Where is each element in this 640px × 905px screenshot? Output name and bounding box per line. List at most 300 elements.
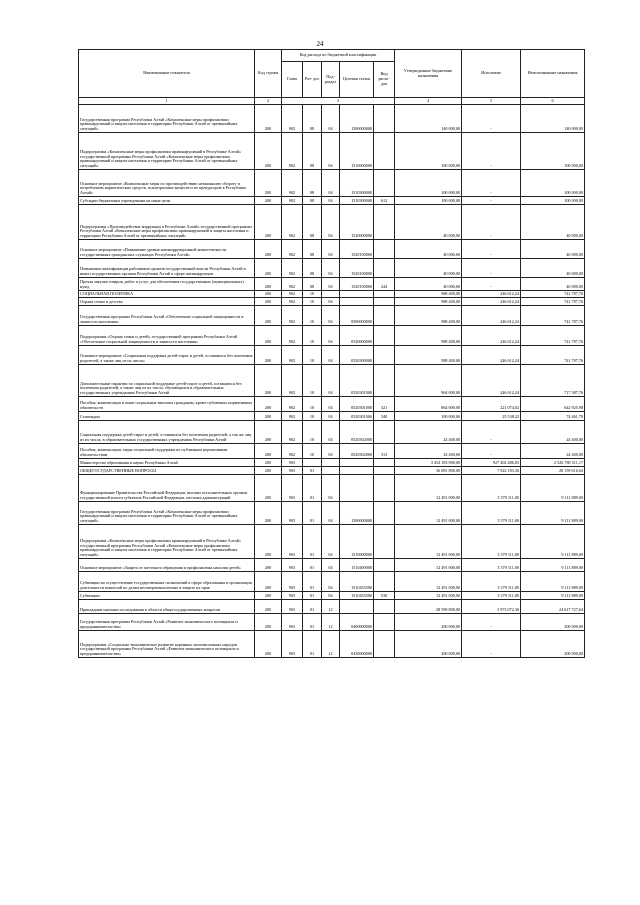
row-razdel: 08 xyxy=(303,133,322,170)
row-target-article: 0520000000 xyxy=(340,326,374,346)
table-header xyxy=(79,50,585,105)
row-podrazdel: 04 xyxy=(322,572,340,592)
row-code: 200 xyxy=(255,614,282,631)
table-row xyxy=(79,412,585,421)
row-target-article xyxy=(340,298,374,306)
row-unexecuted: 2 526 780 511,17 xyxy=(521,459,585,467)
row-unexecuted: 40 000,00 xyxy=(521,205,585,240)
page-number: 24 xyxy=(316,40,324,48)
row-code: 200 xyxy=(255,592,282,600)
row-glava: 903 xyxy=(282,631,303,658)
row-podrazdel: 04 xyxy=(322,346,340,365)
row-podrazdel: 12 xyxy=(322,614,340,631)
row-code: 200 xyxy=(255,170,282,197)
row-name: Государственная программа Республики Алтай «Комплексные меры профилактики правонарушений и защита населения и территории Республики Алтай от чрезвычайных ситуаций» xyxy=(79,502,255,525)
row-glava: 902 xyxy=(282,298,303,306)
row-approved: 12 491 000,00 xyxy=(395,525,462,559)
row-target-article xyxy=(340,600,374,614)
row-glava: 903 xyxy=(282,467,303,475)
header-budget-class: Код расхода по бюджетной классификации xyxy=(282,50,395,62)
table-row xyxy=(79,278,585,291)
row-podrazdel: 04 xyxy=(322,259,340,278)
table-row xyxy=(79,475,585,502)
row-razdel: 01 xyxy=(303,631,322,658)
column-number: 2 xyxy=(255,98,282,105)
row-code: 200 xyxy=(255,412,282,421)
row-approved: 100 000,00 xyxy=(395,412,462,421)
row-name: Основное мероприятие «Защита от жестокого обращения и профилактика насилия детей» xyxy=(79,559,255,572)
row-unexecuted: 40 000,00 xyxy=(521,240,585,259)
row-approved: 24 400,00 xyxy=(395,444,462,459)
row-executed: - xyxy=(462,444,521,459)
table-row xyxy=(79,365,585,397)
row-expense-type xyxy=(374,525,395,559)
row-unexecuted: 24 617 727,64 xyxy=(521,600,585,614)
row-code: 200 xyxy=(255,459,282,467)
row-executed: - xyxy=(462,170,521,197)
row-executed: 3 379 111,00 xyxy=(462,525,521,559)
row-code: 200 xyxy=(255,467,282,475)
row-glava: 903 xyxy=(282,572,303,592)
row-approved: 988 400,00 xyxy=(395,326,462,346)
row-expense-type xyxy=(374,105,395,133)
column-number: 5 xyxy=(462,98,521,105)
table-row xyxy=(79,631,585,658)
row-executed: 246 612,24 xyxy=(462,365,521,397)
row-glava: 902 xyxy=(282,133,303,170)
row-razdel: 10 xyxy=(303,306,322,326)
row-unexecuted: 100 000,00 xyxy=(521,133,585,170)
row-glava: 903 xyxy=(282,600,303,614)
row-razdel: 01 xyxy=(303,467,322,475)
row-code: 200 xyxy=(255,240,282,259)
table-row xyxy=(79,291,585,298)
row-glava: 903 xyxy=(282,614,303,631)
row-approved: 140 000,00 xyxy=(395,105,462,133)
row-unexecuted: 741 787,76 xyxy=(521,291,585,298)
row-razdel: 01 xyxy=(303,559,322,572)
row-razdel: 08 xyxy=(303,240,322,259)
row-podrazdel: 04 xyxy=(322,326,340,346)
row-expense-type xyxy=(374,133,395,170)
row-approved: 12 491 000,00 xyxy=(395,475,462,502)
row-podrazdel: 04 xyxy=(322,278,340,291)
row-code: 200 xyxy=(255,278,282,291)
row-executed: - xyxy=(462,197,521,205)
table-row xyxy=(79,559,585,572)
row-expense-type xyxy=(374,365,395,397)
row-code: 200 xyxy=(255,444,282,459)
row-target-article: 0520301000 xyxy=(340,412,374,421)
row-glava: 902 xyxy=(282,306,303,326)
row-glava: 902 xyxy=(282,197,303,205)
row-podrazdel: 04 xyxy=(322,412,340,421)
row-podrazdel: 04 xyxy=(322,240,340,259)
table-row xyxy=(79,444,585,459)
row-name: Основное мероприятие «Повышение уровня антикоррупционной компетентности государственных гражданских служащих Республики Алтай» xyxy=(79,240,255,259)
row-target-article: 0400000000 xyxy=(340,614,374,631)
row-executed: 25 538,22 xyxy=(462,412,521,421)
row-target-article: 1520100000 xyxy=(340,278,374,291)
row-expense-type: 612 xyxy=(374,197,395,205)
header-vid: Вид расхо- дов xyxy=(374,62,395,98)
table-row xyxy=(79,306,585,326)
row-podrazdel xyxy=(322,459,340,467)
row-unexecuted: 40 000,00 xyxy=(521,259,585,278)
row-razdel: 01 xyxy=(303,572,322,592)
table-row xyxy=(79,397,585,412)
row-expense-type xyxy=(374,502,395,525)
row-unexecuted: 9 111 889,00 xyxy=(521,502,585,525)
row-target-article: 1510000000 xyxy=(340,133,374,170)
header-podrazdel: Под- раздел xyxy=(322,62,340,98)
column-number: 6 xyxy=(521,98,585,105)
row-approved: 200 000,00 xyxy=(395,631,462,658)
row-podrazdel: 04 xyxy=(322,306,340,326)
row-unexecuted: 9 111 889,00 xyxy=(521,559,585,572)
row-expense-type xyxy=(374,346,395,365)
row-executed: - xyxy=(462,259,521,278)
row-code: 200 xyxy=(255,306,282,326)
row-target-article: 0430000000 xyxy=(340,631,374,658)
row-podrazdel: 04 xyxy=(322,525,340,559)
row-podrazdel: 04 xyxy=(322,105,340,133)
row-approved: 40 000,00 xyxy=(395,205,462,240)
header-razdel: Раз- дел xyxy=(303,62,322,98)
row-target-article: 1520100000 xyxy=(340,259,374,278)
row-glava: 902 xyxy=(282,205,303,240)
row-approved: 12 491 000,00 xyxy=(395,592,462,600)
header-unexecuted: Неисполненные назначения xyxy=(521,50,585,98)
row-code: 200 xyxy=(255,105,282,133)
row-razdel: 08 xyxy=(303,205,322,240)
row-name: Стипендии xyxy=(79,412,255,421)
row-executed: 246 612,24 xyxy=(462,306,521,326)
row-razdel: 08 xyxy=(303,105,322,133)
row-name: Подпрограмма «Комплексные меры профилактики правонарушений в Республике Алтай» государственной программы Республики Алтай «Комплексные меры профилактики правонарушений и защита населения и территории Республики Алтай от чрезвычайных ситуаций» xyxy=(79,525,255,559)
row-name: Субсидии бюджетным учреждениям на иные цели xyxy=(79,197,255,205)
row-razdel: 10 xyxy=(303,444,322,459)
row-podrazdel: 04 xyxy=(322,421,340,444)
row-podrazdel: 04 xyxy=(322,197,340,205)
row-executed: - xyxy=(462,105,521,133)
row-podrazdel: 04 xyxy=(322,592,340,600)
header-approved: Утвержденные бюджетные назначения xyxy=(395,50,462,98)
row-razdel: 10 xyxy=(303,421,322,444)
row-approved: 864 000,00 xyxy=(395,397,462,412)
table-row xyxy=(79,502,585,525)
row-name: ОБЩЕГОСУДАРСТВЕННЫЕ ВОПРОСЫ xyxy=(79,467,255,475)
row-razdel: 08 xyxy=(303,278,322,291)
row-code: 200 xyxy=(255,133,282,170)
row-podrazdel xyxy=(322,291,340,298)
table-row xyxy=(79,298,585,306)
row-approved: 200 000,00 xyxy=(395,614,462,631)
row-glava: 902 xyxy=(282,240,303,259)
row-executed: 246 612,24 xyxy=(462,291,521,298)
row-glava: 903 xyxy=(282,459,303,467)
row-approved: 100 000,00 xyxy=(395,133,462,170)
row-unexecuted: 100 000,00 xyxy=(521,197,585,205)
column-number: 1 xyxy=(79,98,255,105)
row-code: 200 xyxy=(255,291,282,298)
row-name: Дополнительные гарантии по социальной поддержке детей-сирот и детей, оставшихся без попечения родителей, а также лиц из их числа, обучающихся в образовательных государственных учреждениях Республики Алтай xyxy=(79,365,255,397)
row-target-article: 1500000000 xyxy=(340,502,374,525)
row-glava: 902 xyxy=(282,278,303,291)
row-unexecuted: 200 000,00 xyxy=(521,631,585,658)
row-razdel: 10 xyxy=(303,326,322,346)
row-target-article: 1520000000 xyxy=(340,205,374,240)
row-approved: 40 000,00 xyxy=(395,240,462,259)
row-expense-type xyxy=(374,467,395,475)
row-podrazdel: 04 xyxy=(322,170,340,197)
row-name: Повышение квалификации работников органов государственной власти Республики Алтай и иных государственных органов Республики Алтай в сфере антикоррупции xyxy=(79,259,255,278)
row-podrazdel: 04 xyxy=(322,559,340,572)
row-approved: 100 000,00 xyxy=(395,170,462,197)
row-expense-type: 340 xyxy=(374,412,395,421)
row-unexecuted: 741 787,76 xyxy=(521,298,585,306)
row-executed: 3 379 111,00 xyxy=(462,592,521,600)
row-podrazdel: 04 xyxy=(322,298,340,306)
row-target-article: 0520302000 xyxy=(340,444,374,459)
row-glava: 903 xyxy=(282,502,303,525)
row-approved: 40 000,00 xyxy=(395,278,462,291)
table-row xyxy=(79,326,585,346)
row-name: Прочая закупка товаров, работ и услуг для обеспечения государственных (муниципальных) нужд xyxy=(79,278,255,291)
row-target-article: 0500000000 xyxy=(340,306,374,326)
row-glava: 903 xyxy=(282,592,303,600)
row-name: Прикладные научные исследования в области общегосударственных вопросов xyxy=(79,600,255,614)
row-target-article: 1510455500 xyxy=(340,572,374,592)
row-podrazdel: 04 xyxy=(322,205,340,240)
row-razdel: 01 xyxy=(303,502,322,525)
table-row xyxy=(79,133,585,170)
row-target-article: 0520301000 xyxy=(340,365,374,397)
row-executed: - xyxy=(462,205,521,240)
table-row xyxy=(79,240,585,259)
row-executed: - xyxy=(462,421,521,444)
row-razdel: 08 xyxy=(303,170,322,197)
row-name: Основное мероприятие «Комплексные меры по противодействию незаконному обороту и потреблению наркотических средств, психотропных веществ и их прекурсоров в Республике Алтай» xyxy=(79,170,255,197)
row-razdel: 10 xyxy=(303,412,322,421)
row-executed: 246 612,24 xyxy=(462,298,521,306)
row-expense-type: 530 xyxy=(374,592,395,600)
row-name: Подпрограмма «Охрана семьи и детей» государственной программы Республики Алтай «Обеспечение социальной защищенности и занятости населения» xyxy=(79,326,255,346)
row-executed: 7 922 183,36 xyxy=(462,467,521,475)
row-target-article: 1510400000 xyxy=(340,559,374,572)
row-podrazdel: 04 xyxy=(322,365,340,397)
row-glava: 903 xyxy=(282,559,303,572)
row-glava: 902 xyxy=(282,346,303,365)
row-razdel: 01 xyxy=(303,600,322,614)
row-unexecuted: 9 111 889,00 xyxy=(521,525,585,559)
row-code: 200 xyxy=(255,525,282,559)
row-unexecuted: 9 111 889,00 xyxy=(521,475,585,502)
row-target-article: 1510000000 xyxy=(340,525,374,559)
row-unexecuted: 9 111 889,00 xyxy=(521,592,585,600)
row-glava: 902 xyxy=(282,397,303,412)
table-row xyxy=(79,592,585,600)
row-podrazdel: 04 xyxy=(322,444,340,459)
row-glava: 902 xyxy=(282,291,303,298)
row-target-article: 1510455500 xyxy=(340,592,374,600)
row-expense-type xyxy=(374,298,395,306)
table-row xyxy=(79,459,585,467)
row-executed: - xyxy=(462,278,521,291)
row-podrazdel: 04 xyxy=(322,502,340,525)
column-number: 4 xyxy=(395,98,462,105)
row-code: 200 xyxy=(255,197,282,205)
row-target-article: 0520301000 xyxy=(340,397,374,412)
row-glava: 902 xyxy=(282,365,303,397)
row-expense-type xyxy=(374,326,395,346)
row-glava: 902 xyxy=(282,105,303,133)
table-row xyxy=(79,572,585,592)
row-name: Государственная программа Республики Алтай «Комплексные меры профилактики правонарушений и защита населения и территории Республики Алтай от чрезвычайных ситуаций» xyxy=(79,105,255,133)
row-podrazdel: 04 xyxy=(322,397,340,412)
table-row xyxy=(79,525,585,559)
row-unexecuted: 741 787,76 xyxy=(521,306,585,326)
row-razdel: 10 xyxy=(303,291,322,298)
row-code: 200 xyxy=(255,559,282,572)
row-podrazdel: 04 xyxy=(322,475,340,502)
row-name: Подпрограмма «Противодействие коррупции в Республике Алтай» государственной программы Республики Алтай «Комплексные меры профилактики правонарушений и защита населения и территории Республики Алтай от чрезвычайных ситуаций» xyxy=(79,205,255,240)
row-approved: 988 400,00 xyxy=(395,291,462,298)
header-code: Код строки xyxy=(255,50,282,98)
row-unexecuted: 717 387,76 xyxy=(521,365,585,397)
row-target-article: 1510300000 xyxy=(340,170,374,197)
table-row xyxy=(79,614,585,631)
row-executed: 3 379 111,00 xyxy=(462,559,521,572)
row-target-article xyxy=(340,291,374,298)
row-expense-type xyxy=(374,205,395,240)
row-expense-type xyxy=(374,259,395,278)
row-executed: 246 612,24 xyxy=(462,346,521,365)
row-approved: 3 454 183 900,00 xyxy=(395,459,462,467)
table-row xyxy=(79,197,585,205)
table-row xyxy=(79,421,585,444)
row-code: 200 xyxy=(255,572,282,592)
row-glava: 902 xyxy=(282,421,303,444)
row-unexecuted: 200 000,00 xyxy=(521,614,585,631)
row-razdel: 01 xyxy=(303,525,322,559)
table-body xyxy=(79,105,585,658)
table-row xyxy=(79,259,585,278)
row-name: Основное мероприятие «Социальная поддержка детей-сирот и детей, оставшихся без попечения родителей, а также лиц из их числа» xyxy=(79,346,255,365)
row-expense-type xyxy=(374,291,395,298)
row-podrazdel xyxy=(322,467,340,475)
row-unexecuted: 741 787,76 xyxy=(521,346,585,365)
row-razdel: 10 xyxy=(303,298,322,306)
row-razdel: 10 xyxy=(303,397,322,412)
budget-execution-table xyxy=(78,49,585,658)
row-podrazdel: 12 xyxy=(322,631,340,658)
row-name: Функционирование Правительства Российской Федерации, высших исполнительных органов государственной власти субъектов Российской Федерации, местных администраций xyxy=(79,475,255,502)
row-razdel: 01 xyxy=(303,475,322,502)
row-code: 200 xyxy=(255,421,282,444)
table-row xyxy=(79,600,585,614)
row-executed: 3 379 111,00 xyxy=(462,502,521,525)
row-unexecuted: 24 400,00 xyxy=(521,444,585,459)
row-name: Подпрограмма «Социально-экономическое развитие коренных малочисленных народов государственной программы Республики Алтай «Развитие экономического потенциала и предпринимательства» xyxy=(79,631,255,658)
row-code: 200 xyxy=(255,502,282,525)
row-executed: - xyxy=(462,240,521,259)
row-code: 200 xyxy=(255,205,282,240)
row-unexecuted: 74 461,78 xyxy=(521,412,585,421)
table-row xyxy=(79,346,585,365)
row-expense-type xyxy=(374,240,395,259)
row-executed: 3 379 111,00 xyxy=(462,475,521,502)
row-name: Государственная программа Республики Алтай «Развитие экономического потенциала и предпринимательства» xyxy=(79,614,255,631)
row-code: 200 xyxy=(255,259,282,278)
row-glava: 902 xyxy=(282,412,303,421)
row-target-article: 0520300000 xyxy=(340,346,374,365)
row-approved: 988 400,00 xyxy=(395,346,462,365)
row-approved: 988 400,00 xyxy=(395,306,462,326)
row-executed: 221 074,02 xyxy=(462,397,521,412)
row-approved: 28 590 800,00 xyxy=(395,600,462,614)
row-approved: 12 491 000,00 xyxy=(395,559,462,572)
row-executed: 246 612,24 xyxy=(462,326,521,346)
row-razdel: 01 xyxy=(303,614,322,631)
row-unexecuted: 140 000,00 xyxy=(521,105,585,133)
row-unexecuted: 9 111 889,00 xyxy=(521,572,585,592)
header-glava: Глава xyxy=(282,62,303,98)
row-expense-type xyxy=(374,306,395,326)
row-glava: 902 xyxy=(282,326,303,346)
row-code: 200 xyxy=(255,600,282,614)
row-expense-type xyxy=(374,421,395,444)
row-name: Пособия, компенсации и иные социальные выплаты гражданам, кроме публичных нормативных обязательств xyxy=(79,397,255,412)
row-unexecuted: 24 400,00 xyxy=(521,421,585,444)
row-razdel: 10 xyxy=(303,346,322,365)
row-expense-type xyxy=(374,631,395,658)
row-razdel: 08 xyxy=(303,259,322,278)
header-stat: Целевая статья xyxy=(340,62,374,98)
row-executed: 3 973 072,36 xyxy=(462,600,521,614)
row-name: Пособия, компенсации, меры социальной поддержки по публичным нормативным обязательствам xyxy=(79,444,255,459)
row-glava: 902 xyxy=(282,259,303,278)
row-razdel: 10 xyxy=(303,365,322,397)
row-name: Субвенции на осуществление государственных полномочий в сфере образования и организации деятельности комиссий по делам несовершеннолетних и защите их прав xyxy=(79,572,255,592)
row-target-article: 0520302000 xyxy=(340,421,374,444)
row-target-article: 1520100000 xyxy=(340,240,374,259)
row-expense-type xyxy=(374,614,395,631)
row-code: 200 xyxy=(255,631,282,658)
row-unexecuted: 28 159 616,64 xyxy=(521,467,585,475)
column-number: 3 xyxy=(282,98,395,105)
row-code: 200 xyxy=(255,346,282,365)
row-executed: 3 379 111,00 xyxy=(462,572,521,592)
row-razdel: 08 xyxy=(303,197,322,205)
header-executed: Исполнено xyxy=(462,50,521,98)
row-expense-type: 244 xyxy=(374,278,395,291)
row-code: 200 xyxy=(255,298,282,306)
row-podrazdel: 04 xyxy=(322,133,340,170)
row-glava: 903 xyxy=(282,475,303,502)
row-target-article: 1500000000 xyxy=(340,105,374,133)
row-expense-type: 313 xyxy=(374,444,395,459)
row-glava: 902 xyxy=(282,170,303,197)
row-name: Социальная поддержка детей-сирот и детей, оставшихся без попечения родителей, а так же лиц из их числа, в образовательных государственных учреждениях Республики Алтай xyxy=(79,421,255,444)
table-row xyxy=(79,205,585,240)
row-target-article xyxy=(340,467,374,475)
row-executed: - xyxy=(462,631,521,658)
row-code: 200 xyxy=(255,365,282,397)
table-row xyxy=(79,105,585,133)
row-name: Субвенции xyxy=(79,592,255,600)
row-expense-type xyxy=(374,572,395,592)
